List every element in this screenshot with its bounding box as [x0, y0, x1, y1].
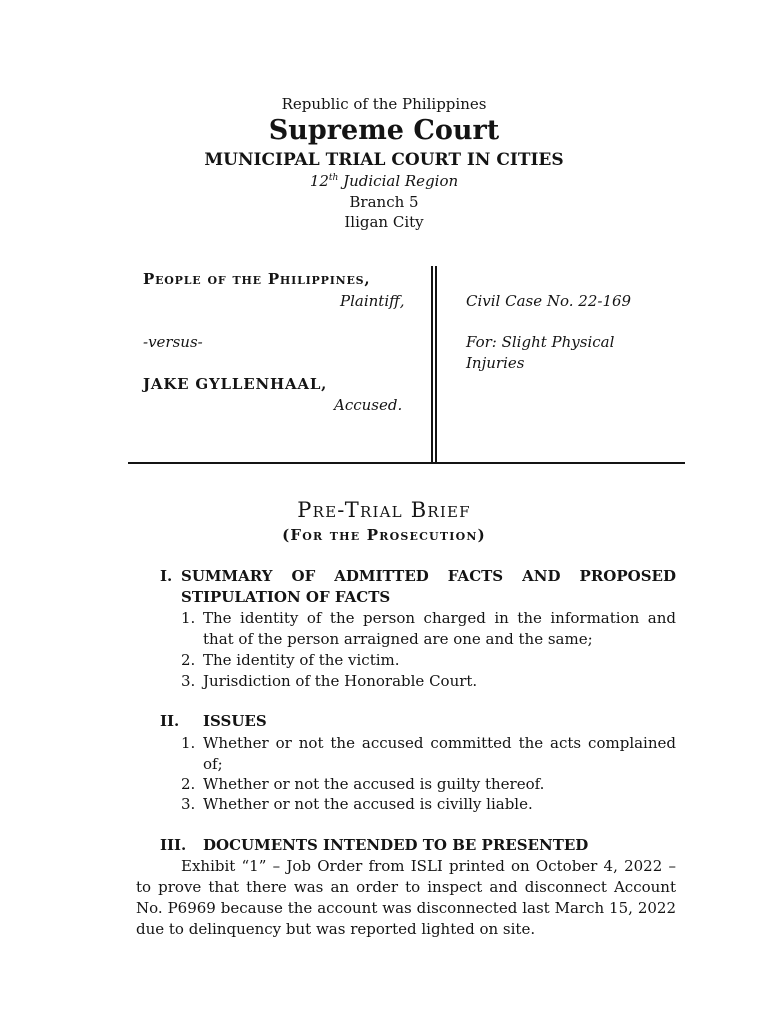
exhibit-paragraph-line-1: Exhibit “1” – Job Order from ISLI printed on October 4, 2022 –	[181, 857, 676, 875]
section-1-item-2-text: The identity of the victim.	[203, 651, 400, 669]
accused-name: JAKE GYLLENHAAL,	[143, 375, 328, 393]
brief-title: Pre-Trial Brief	[297, 498, 471, 522]
section-3-number: III.	[160, 836, 187, 854]
exhibit-paragraph-line-3: No. P6969 because the account was disconnected last March 15, 2022	[136, 899, 676, 917]
offense-line-1: For: Slight Physical	[466, 333, 615, 351]
republic-line: Republic of the Philippines	[281, 95, 487, 113]
section-1-item-3-text: Jurisdiction of the Honorable Court.	[203, 672, 478, 690]
section-2-item-2-number: 2.	[181, 775, 196, 793]
case-number: Civil Case No. 22-169	[466, 292, 632, 310]
section-2-item-1-line-2: of;	[203, 755, 223, 773]
section-2-item-2-text: Whether or not the accused is guilty thereof.	[203, 775, 545, 793]
section-2-number: II.	[160, 712, 180, 730]
exhibit-paragraph-line-4: due to delinquency but was reported lighted on site.	[136, 920, 536, 938]
court-title: Supreme Court	[268, 115, 500, 146]
branch-line: Branch 5	[349, 193, 419, 211]
section-1-heading-line-1: SUMMARY OF ADMITTED FACTS AND PROPOSED	[181, 567, 676, 585]
plaintiff-name: People of the Philippines,	[143, 270, 371, 288]
section-1-item-1-line-2: that of the person arraigned are one and the same;	[203, 630, 593, 648]
section-2-item-1-number: 1.	[181, 734, 196, 752]
section-2-item-3-text: Whether or not the accused is civilly liable.	[203, 795, 533, 813]
city-line: Iligan City	[344, 213, 424, 231]
section-1-number: I.	[160, 567, 173, 585]
trial-court-name: MUNICIPAL TRIAL COURT IN CITIES	[204, 150, 564, 170]
judicial-region: 12th Judicial Region	[309, 172, 459, 190]
accused-role: Accused.	[334, 396, 403, 414]
section-1-heading-line-2: STIPULATION OF FACTS	[181, 588, 391, 606]
versus-label: -versus-	[143, 333, 203, 351]
section-1-item-1-number: 1.	[181, 609, 196, 627]
exhibit-paragraph-line-2: to prove that there was an order to inspect and disconnect Account	[136, 878, 676, 896]
brief-subtitle: (For the Prosecution)	[282, 526, 486, 544]
section-3-heading: DOCUMENTS INTENDED TO BE PRESENTED	[203, 836, 589, 854]
caption-divider-left	[431, 266, 433, 463]
caption-bottom-rule	[128, 462, 685, 464]
section-2-item-3-number: 3.	[181, 795, 196, 813]
section-1-item-2-number: 2.	[181, 651, 196, 669]
offense-line-2: Injuries	[466, 354, 525, 372]
caption-divider-right	[435, 266, 437, 463]
section-2-heading: ISSUES	[203, 712, 267, 730]
section-1-item-1-line-1: The identity of the person charged in the information and	[203, 609, 676, 627]
section-1-item-3-number: 3.	[181, 672, 196, 690]
section-2-item-1-line-1: Whether or not the accused committed the acts complained	[203, 734, 676, 752]
plaintiff-role: Plaintiff,	[340, 292, 405, 310]
